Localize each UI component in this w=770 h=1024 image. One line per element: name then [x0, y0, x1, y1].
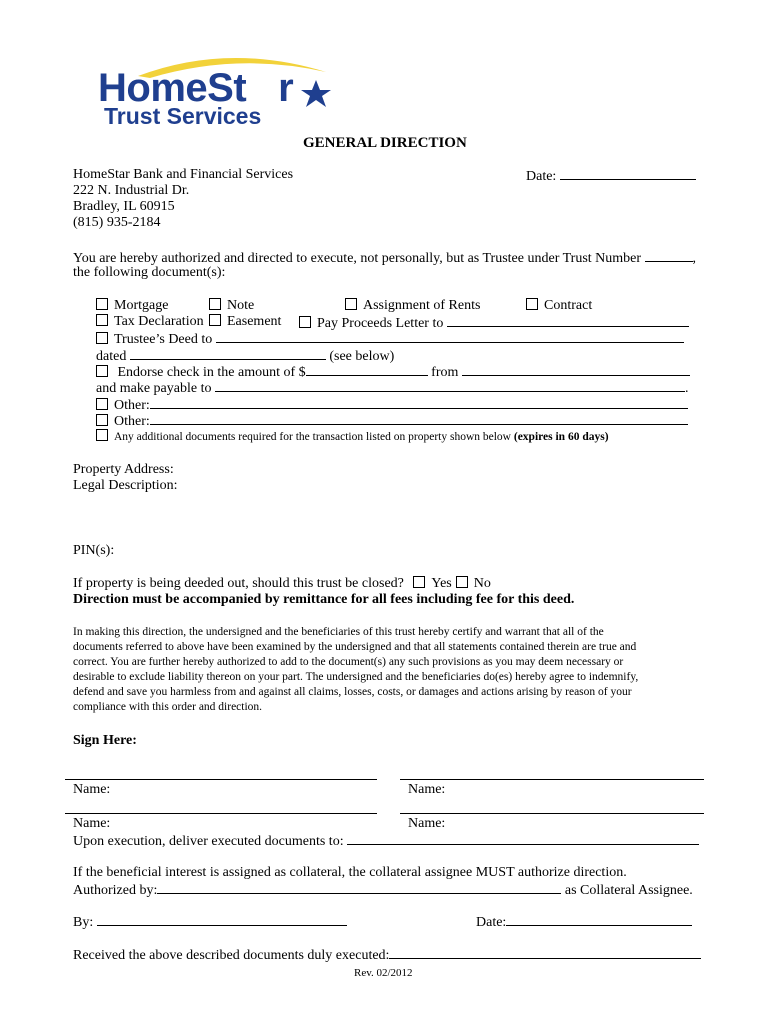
dated-blank[interactable]: [130, 347, 326, 360]
no-label: No: [473, 576, 491, 591]
payable-blank[interactable]: [215, 379, 685, 392]
homestar-logo: [98, 50, 358, 130]
certify-line: documents referred to above have been examined by the undersigned and that all statements contained therein are true and: [73, 641, 637, 653]
intro-text: You are hereby authorized and directed to execute, not personally, but as Trustee under Trust Number: [73, 251, 642, 266]
received-blank[interactable]: [389, 946, 701, 959]
doc-additional[interactable]: [96, 429, 609, 445]
doc-other-2[interactable]: [96, 412, 688, 430]
by-row: [73, 913, 347, 931]
by-blank[interactable]: [97, 913, 347, 926]
date-label: Date:: [526, 169, 557, 184]
easement-checkbox[interactable]: [209, 314, 221, 326]
trustee-deed-checkbox[interactable]: [96, 332, 108, 344]
intro-line-2: the following document(s):: [73, 265, 226, 280]
dated-label: dated: [96, 349, 127, 364]
name-label-1: Name:: [73, 782, 111, 797]
page-title: GENERAL DIRECTION: [303, 135, 467, 151]
name-label-3: Name:: [73, 816, 111, 831]
authorized-by-blank[interactable]: [157, 881, 561, 894]
authorized-row: [73, 881, 693, 899]
from-label: from: [431, 365, 459, 380]
easement-label: Easement: [227, 314, 282, 329]
other-1-checkbox[interactable]: [96, 398, 108, 410]
expires-label: (expires in 60 days): [513, 431, 609, 443]
trust-number-blank[interactable]: [645, 249, 693, 262]
sign-here-label: Sign Here:: [73, 733, 137, 748]
authorized-by-label: Authorized by:: [73, 883, 158, 898]
signature-line-2[interactable]: [400, 779, 704, 780]
date-field[interactable]: [526, 167, 696, 185]
note-label: Note: [227, 298, 255, 313]
trustee-deed-blank[interactable]: [216, 330, 684, 343]
intro-comma: ,: [692, 251, 697, 266]
mortgage-label: Mortgage: [114, 298, 169, 313]
logo-text-homest: HomeSt: [98, 66, 247, 110]
legal-description-label: Legal Description:: [73, 478, 178, 493]
doc-tax[interactable]: [96, 314, 204, 330]
other-1-blank[interactable]: [150, 396, 688, 409]
assignment-label: Assignment of Rents: [363, 298, 481, 313]
certification-paragraph: [73, 625, 713, 715]
amount-blank[interactable]: [306, 363, 428, 376]
yes-label: Yes: [431, 576, 452, 591]
date-2-row: [476, 913, 692, 931]
remittance-notice: Direction must be accompanied by remittance for all fees including fee for this deed.: [73, 592, 575, 607]
payable-label: and make payable to: [96, 381, 212, 396]
doc-assignment[interactable]: [345, 298, 480, 314]
certify-line: compliance with this order and direction.: [73, 701, 263, 713]
deliver-blank[interactable]: [347, 832, 699, 845]
logo-text-r: r: [278, 66, 294, 110]
mortgage-checkbox[interactable]: [96, 298, 108, 310]
signature-line-1[interactable]: [65, 779, 377, 780]
pay-proceeds-blank[interactable]: [447, 314, 689, 327]
payable-row: [96, 379, 688, 397]
assignment-checkbox[interactable]: [345, 298, 357, 310]
deliver-label: Upon execution, deliver executed documents to:: [73, 834, 344, 849]
note-checkbox[interactable]: [209, 298, 221, 310]
logo-star-icon: [301, 80, 331, 107]
tax-label: Tax Declaration: [114, 314, 204, 329]
date-2-blank[interactable]: [506, 913, 692, 926]
pay-proceeds-checkbox[interactable]: [299, 316, 311, 328]
bank-address-2: Bradley, IL 60915: [73, 199, 175, 214]
doc-note[interactable]: [209, 298, 254, 314]
bank-name: HomeStar Bank and Financial Services: [73, 167, 294, 182]
bank-address-1: 222 N. Industrial Dr.: [73, 183, 190, 198]
certify-line: In making this direction, the undersigned and the beneficiaries of this trust hereby certify and warrant that all of the: [73, 626, 604, 638]
revision-label: Rev. 02/2012: [354, 967, 413, 979]
bank-phone: (815) 935-2184: [73, 215, 161, 230]
logo-text-trust-services: Trust Services: [104, 103, 262, 129]
additional-label: Any additional documents required for the transaction listed on property shown below: [114, 431, 511, 443]
other-2-blank[interactable]: [150, 412, 688, 425]
deliver-row: [73, 832, 699, 850]
date-2-label: Date:: [476, 915, 507, 930]
other-2-label: Other:: [114, 414, 150, 429]
received-row: [73, 946, 701, 964]
trust-closed-row: [73, 576, 491, 592]
certify-line: correct. You are further hereby authorized to add to the document(s) any such provisions as you may deem necessary or: [73, 656, 624, 668]
payable-period: .: [684, 381, 689, 396]
from-blank[interactable]: [462, 363, 690, 376]
name-label-4: Name:: [408, 816, 446, 831]
by-label: By:: [73, 915, 94, 930]
pins-label: PIN(s):: [73, 543, 115, 558]
doc-easement[interactable]: [209, 314, 281, 330]
additional-checkbox[interactable]: [96, 429, 108, 441]
date-blank[interactable]: [560, 167, 696, 180]
signature-line-4[interactable]: [400, 813, 704, 814]
certify-line: desirable to exclude liability thereon on your part. The undersigned and the beneficiaries do(es) hereby agree to indemnify,: [73, 671, 639, 683]
signature-line-3[interactable]: [65, 813, 377, 814]
pay-proceeds-label: Pay Proceeds Letter to: [317, 316, 444, 331]
doc-trustee-deed[interactable]: [96, 330, 684, 348]
trustee-deed-label: Trustee’s Deed to: [114, 332, 213, 347]
received-label: Received the above described documents duly executed:: [73, 948, 390, 963]
doc-contract[interactable]: [526, 298, 592, 314]
contract-checkbox[interactable]: [526, 298, 538, 310]
as-collateral-label: as Collateral Assignee.: [564, 883, 693, 898]
endorse-label: Endorse check in the amount of $: [117, 365, 306, 380]
collateral-notice: If the beneficial interest is assigned as collateral, the collateral assignee MUST authorize direction.: [73, 865, 627, 880]
tax-checkbox[interactable]: [96, 314, 108, 326]
property-address-label: Property Address:: [73, 462, 174, 477]
see-below-label: (see below): [329, 349, 395, 364]
endorse-checkbox[interactable]: [96, 365, 108, 377]
doc-mortgage[interactable]: [96, 298, 168, 314]
trust-closed-question: If property is being deeded out, should this trust be closed?: [73, 576, 404, 591]
other-2-checkbox[interactable]: [96, 414, 108, 426]
name-label-2: Name:: [408, 782, 446, 797]
yes-checkbox[interactable]: [413, 576, 425, 588]
certify-line: defend and save you harmless from and against all claims, losses, costs, or damages and actions arising by reason of your: [73, 686, 632, 698]
contract-label: Contract: [544, 298, 593, 313]
other-1-label: Other:: [114, 398, 150, 413]
no-checkbox[interactable]: [456, 576, 468, 588]
